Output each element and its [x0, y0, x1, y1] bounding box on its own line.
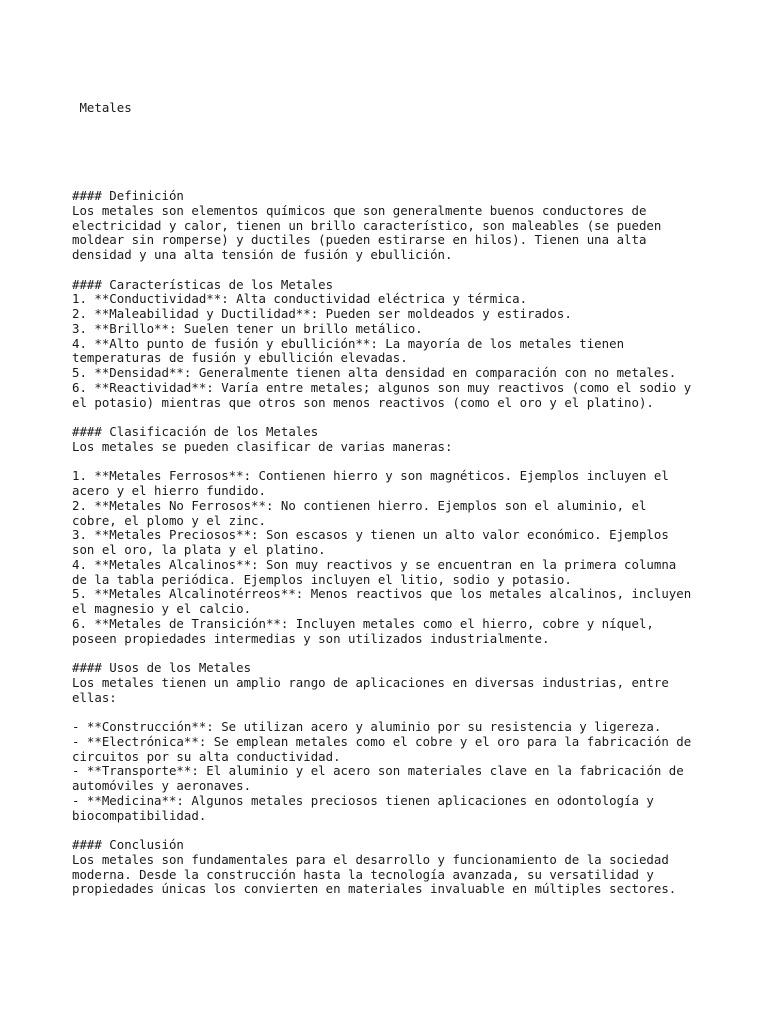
section-gap	[72, 410, 712, 425]
section-gap	[72, 823, 712, 838]
text-line: biocompatibilidad.	[72, 807, 207, 823]
text-line: 1. **Metales Ferrosos**: Contienen hierro y son magnéticos. Ejemplos incluyen el	[72, 468, 669, 484]
document-page	[72, 71, 712, 912]
document-title: Metales	[72, 99, 132, 115]
text-line: - **Medicina**: Algunos metales preciosos tienen aplicaciones en odontología y	[72, 792, 654, 808]
text-line: acero y el hierro fundido.	[72, 483, 266, 498]
text-line: 5. **Densidad**: Generalmente tienen alta densidad en comparación con no metales.	[72, 365, 677, 380]
text-line: Los metales son fundamentales para el desarrollo y funcionamiento de la sociedad	[72, 851, 669, 867]
text-line: 3. **Metales Preciosos**: Son escasos y tienen un alto valor económico. Ejemplos	[72, 527, 669, 543]
text-line: 2. **Metales No Ferrosos**: No contienen hierro. Ejemplos son el aluminio, el	[72, 497, 647, 513]
text-line: electricidad y calor, tienen un brillo característico, son maleables (se pueden	[72, 217, 662, 233]
blank-line	[72, 455, 712, 470]
text-line: 4. **Alto punto de fusión y ebullición**: La mayoría de los metales tienen	[72, 335, 625, 351]
text-line: Los metales son elementos químicos que son generalmente buenos conductores de	[72, 202, 647, 218]
section-heading: #### Características de los Metales	[72, 276, 334, 292]
text-line: 6. **Reactividad**: Varía entre metales; algunos son muy reactivos (como el sodio y	[72, 379, 692, 395]
section-heading: #### Usos de los Metales	[72, 660, 252, 675]
blank-line	[72, 705, 712, 720]
text-line: propiedades únicas los convierten en materiales invaluable en múltiples sectores.	[72, 881, 677, 897]
section-usos	[72, 661, 712, 823]
text-line: cobre, el plomo y el zinc.	[72, 512, 266, 528]
text-line: automóviles y aeronaves.	[72, 778, 252, 793]
text-line: de la tabla periódica. Ejemplos incluyen el litio, sodio y potasio.	[72, 571, 572, 587]
text-line: poseen propiedades intermedias y son utilizados industrialmente.	[72, 630, 550, 646]
text-line: 3. **Brillo**: Suelen tener un brillo metálico.	[72, 320, 423, 336]
text-line: Los metales se pueden clasificar de varias maneras:	[72, 438, 453, 454]
section-gap	[72, 263, 712, 278]
text-line: el potasio) mientras que otros son menos reactivos (como el oro y el platino).	[72, 394, 654, 410]
section-heading: #### Conclusión	[72, 837, 184, 852]
text-line: 6. **Metales de Transición**: Incluyen metales como el hierro, cobre y níquel,	[72, 615, 654, 631]
text-line: densidad y una alta tensión de fusión y ebullición.	[72, 247, 453, 262]
section-clasificacion	[72, 425, 712, 646]
text-line: - **Construcción**: Se utilizan acero y aluminio por su resistencia y ligereza.	[72, 719, 662, 734]
section-gap	[72, 646, 712, 661]
text-line: - **Transporte**: El aluminio y el acero son materiales clave en la fabricación de	[72, 763, 684, 779]
text-line: 5. **Metales Alcalinotérreos**: Menos reactivos que los metales alcalinos, incluyen	[72, 586, 692, 602]
spacer	[72, 145, 712, 160]
section-conclusion	[72, 838, 712, 897]
text-line: circuitos por su alta conductividad.	[72, 748, 341, 764]
text-line: el magnesio y el calcio.	[72, 601, 252, 616]
text-line: 1. **Conductividad**: Alta conductividad eléctrica y térmica.	[72, 291, 528, 307]
section-heading: #### Clasificación de los Metales	[72, 424, 319, 439]
text-line: Los metales tienen un amplio rango de aplicaciones en diversas industrias, entre	[72, 674, 669, 690]
section-definicion	[72, 189, 712, 263]
section-heading: #### Definición	[72, 188, 184, 203]
text-line: temperaturas de fusión y ebullición elevadas.	[72, 350, 408, 366]
document-body	[72, 189, 712, 897]
text-line: 2. **Maleabilidad y Ductilidad**: Pueden ser moldeados y estirados.	[72, 306, 572, 321]
text-line: moderna. Desde la construcción hasta la tecnología avanzada, su versatilidad y	[72, 866, 654, 882]
text-line: son el oro, la plata y el platino.	[72, 542, 326, 557]
text-line: - **Electrónica**: Se emplean metales como el cobre y el oro para la fabricación de	[72, 733, 692, 749]
text-line: ellas:	[72, 689, 117, 705]
section-caracteristicas	[72, 278, 712, 411]
text-line: 4. **Metales Alcalinos**: Son muy reactivos y se encuentran en la primera columna	[72, 556, 677, 572]
text-line: moldear sin romperse) y ductiles (pueden estirarse en hilos). Tienen una alta	[72, 232, 647, 248]
